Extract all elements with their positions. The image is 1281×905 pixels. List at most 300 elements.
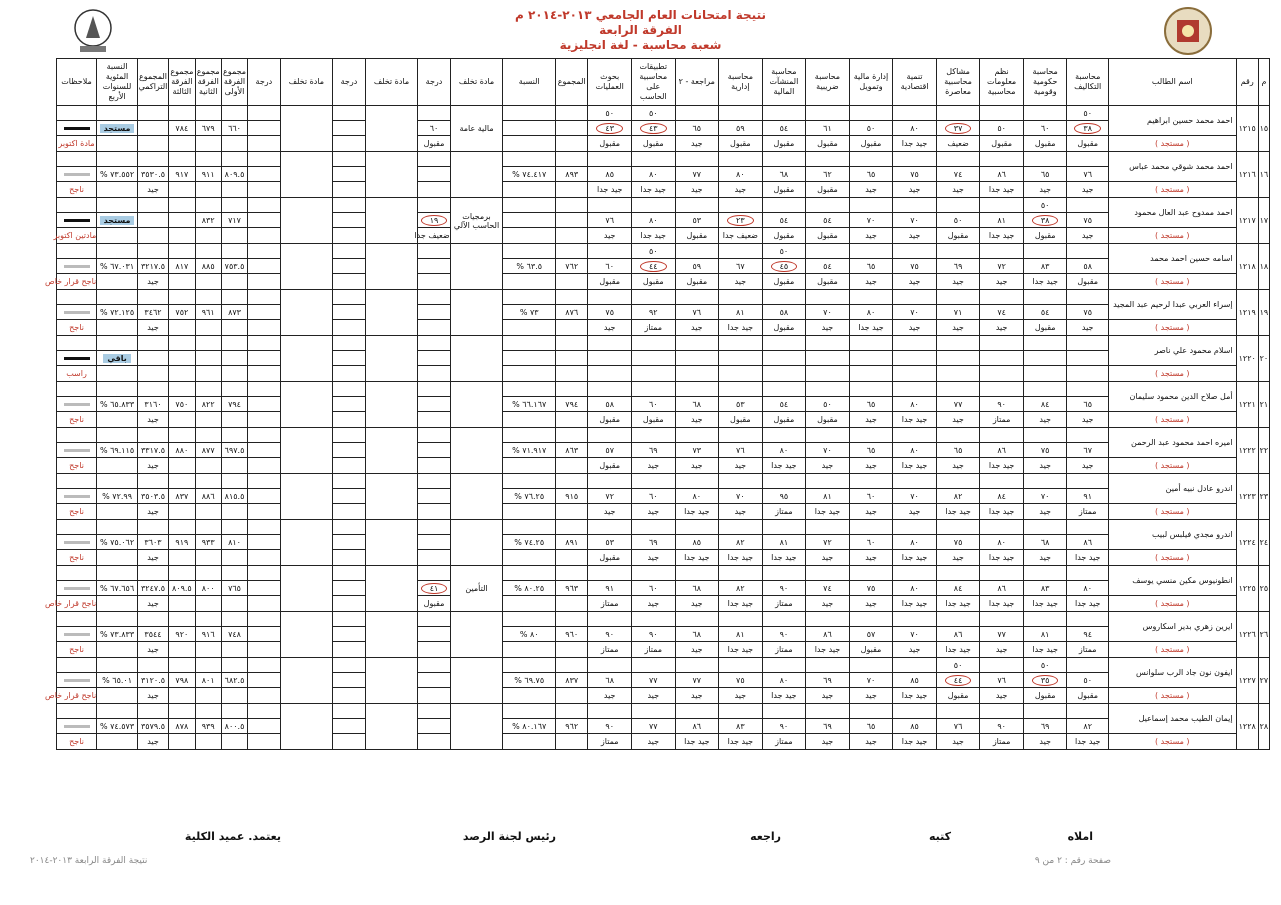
failed-subject	[450, 612, 503, 658]
blank-cell	[503, 566, 556, 581]
seat-number: ١٢٢٧	[1236, 658, 1258, 704]
blank-cell	[333, 535, 365, 550]
student-name: أمل صلاح الدين محمود سليمان	[1108, 382, 1236, 412]
subject-grade: جيد جدا	[806, 642, 850, 658]
failed-subject	[450, 658, 503, 704]
blank-cell	[503, 612, 556, 627]
upper-mark	[1023, 428, 1067, 443]
student-row	[13, 428, 1270, 443]
blank-cell	[418, 152, 450, 167]
level-title: الفرقة الرابعة	[599, 23, 682, 37]
blank-cell	[97, 612, 138, 627]
student-status: ( مستجد )	[1108, 596, 1236, 612]
column-header: مجموع الفرقة الثانية	[195, 59, 221, 106]
student-row	[13, 412, 1270, 428]
blank-cell	[195, 596, 221, 612]
blank-cell	[195, 152, 221, 167]
blank-cell	[221, 182, 247, 198]
failed-mark	[418, 627, 450, 642]
upper-mark	[936, 152, 980, 167]
student-name: اميره احمد محمود عبد الرحمن	[1108, 428, 1236, 458]
blank-cell	[556, 152, 588, 167]
student-row	[13, 320, 1270, 336]
upper-mark	[980, 566, 1024, 581]
blank-cell	[248, 734, 280, 750]
subject-mark: ٧٠	[806, 443, 850, 458]
blank-cell	[418, 612, 450, 627]
blank-cell	[137, 520, 168, 535]
blank-cell	[248, 259, 280, 274]
blank-cell	[248, 320, 280, 336]
cumulative-total: ٣٥٠٣.٥	[137, 489, 168, 504]
failed-grade	[418, 504, 450, 520]
blank-cell	[97, 704, 138, 719]
subject-mark: ٥٠	[1067, 673, 1109, 688]
subject-grade: مقبول	[588, 136, 632, 152]
remark-marker	[56, 351, 97, 366]
blank-cell	[169, 182, 195, 198]
upper-mark	[980, 428, 1024, 443]
subject-grade: جيد	[1023, 734, 1067, 750]
subject-grade: جيد	[806, 734, 850, 750]
blank-cell	[333, 489, 365, 504]
blank-cell	[195, 136, 221, 152]
blank-cell	[97, 228, 138, 244]
upper-mark	[762, 428, 806, 443]
column-header: محاسبة التكاليف	[1067, 59, 1109, 106]
failed-mark	[418, 167, 450, 182]
upper-mark	[631, 428, 675, 443]
year-total: ٨٠٠	[195, 581, 221, 596]
blank-cell	[556, 336, 588, 351]
row-index: ٢٣	[1258, 474, 1269, 520]
blank-cell	[333, 612, 365, 627]
blank-cell	[195, 244, 221, 259]
cumulative-grade: جيد	[137, 734, 168, 750]
failed-mark	[418, 397, 450, 412]
subject-mark: ٨١	[719, 305, 763, 320]
year-total: ٨١٧	[169, 259, 195, 274]
upper-mark	[1023, 152, 1067, 167]
upper-mark	[675, 704, 719, 719]
blank-cell	[56, 428, 97, 443]
subject-grade: جيد	[980, 274, 1024, 290]
blank-cell	[248, 504, 280, 520]
subject-mark: ٦٠	[849, 489, 893, 504]
subject-grade: جيد جدا	[980, 182, 1024, 198]
blank-cell	[503, 596, 556, 612]
blank-cell	[221, 520, 247, 535]
failed-mark	[418, 719, 450, 734]
cumulative-total: ٣١٦٠	[137, 397, 168, 412]
blank-cell	[333, 320, 365, 336]
subject-grade: مقبول	[762, 182, 806, 198]
seat-number: ١٢٢٣	[1236, 474, 1258, 520]
blank-cell	[333, 351, 365, 366]
student-status: ( مستجد )	[1108, 734, 1236, 750]
blank-cell	[503, 704, 556, 719]
subject-mark: ٧٠	[893, 213, 937, 228]
blank-cell	[195, 428, 221, 443]
upper-mark	[631, 474, 675, 489]
subject-grade	[719, 366, 763, 382]
subject-grade: مقبول	[588, 412, 632, 428]
blank-cell	[248, 305, 280, 320]
total-mark: ٩٦٣	[556, 581, 588, 596]
blank-cell	[97, 474, 138, 489]
subject-grade: جيد	[893, 504, 937, 520]
subject-mark: ٧٦	[675, 305, 719, 320]
blank-cell	[169, 566, 195, 581]
subject-mark: ٨٦	[980, 581, 1024, 596]
blank-cell	[333, 213, 365, 228]
upper-mark	[631, 290, 675, 305]
subject-mark: ٨٢	[719, 581, 763, 596]
subject-mark: ٨٤	[936, 581, 980, 596]
upper-mark	[631, 198, 675, 213]
failed-mark	[418, 305, 450, 320]
student-row	[13, 719, 1270, 734]
reviewed-by: راجعه	[750, 830, 781, 843]
failed-subject: مالية عامة	[450, 106, 503, 152]
subject-grade: جيد جدا	[936, 504, 980, 520]
student-status: ( مستجد )	[1108, 504, 1236, 520]
subject-mark	[806, 351, 850, 366]
upper-mark	[1023, 566, 1067, 581]
blank-cell	[137, 428, 168, 443]
upper-mark	[1067, 336, 1109, 351]
subject-grade: مقبول	[762, 412, 806, 428]
seat-number: ١٢٢٨	[1236, 704, 1258, 750]
blank-cell	[221, 228, 247, 244]
signatures	[0, 830, 1281, 850]
subject-grade: جيد	[588, 504, 632, 520]
failed-subject	[280, 106, 333, 152]
blank-cell	[248, 520, 280, 535]
cumulative-percentage: ٦٥.٨٣٣ %	[97, 397, 138, 412]
subject-mark	[631, 259, 675, 274]
subject-mark	[936, 121, 980, 136]
subject-mark: ٥٤	[762, 121, 806, 136]
subject-mark: ٥٤	[806, 259, 850, 274]
upper-mark	[762, 290, 806, 305]
student-row	[13, 734, 1270, 750]
subject-mark	[849, 351, 893, 366]
upper-mark	[936, 428, 980, 443]
cumulative-percentage: ٦٩.١١٥ %	[97, 443, 138, 458]
failed-subject	[280, 428, 333, 474]
subject-mark: ٦٨	[1023, 535, 1067, 550]
blank-cell	[56, 152, 97, 167]
percentage: ٦٦.١٦٧ %	[503, 397, 556, 412]
total-mark	[556, 351, 588, 366]
subject-mark: ٦٠	[588, 259, 632, 274]
blank-cell	[97, 688, 138, 704]
blank-cell	[333, 550, 365, 566]
upper-mark	[806, 658, 850, 673]
student-status: ( مستجد )	[1108, 182, 1236, 198]
blank-cell	[248, 274, 280, 290]
failed-subject	[365, 704, 418, 750]
subject-grade: جيد	[806, 688, 850, 704]
student-row	[13, 198, 1270, 213]
row-index: ١٩	[1258, 290, 1269, 336]
column-header: تنمية اقتصادية	[893, 59, 937, 106]
blank-cell	[333, 274, 365, 290]
remark-marker	[56, 443, 97, 458]
student-row	[13, 382, 1270, 397]
subject-grade: مقبول	[675, 228, 719, 244]
subject-mark: ٧٥	[893, 167, 937, 182]
blank-cell	[418, 336, 450, 351]
upper-mark	[675, 336, 719, 351]
upper-mark	[806, 198, 850, 213]
subject-mark: ٥٣	[675, 213, 719, 228]
upper-mark	[893, 382, 937, 397]
upper-mark	[762, 612, 806, 627]
subject-mark: ٨٣	[1023, 581, 1067, 596]
blank-cell	[195, 198, 221, 213]
failed-grade	[418, 320, 450, 336]
year-total: ٨٨٦	[195, 489, 221, 504]
upper-mark	[588, 520, 632, 535]
upper-mark	[588, 658, 632, 673]
subject-grade: جيد	[1023, 182, 1067, 198]
student-name: ايفون نون جاد الرب سلوانس	[1108, 658, 1236, 688]
failed-subject: برمجيات الحاسب الآلي	[450, 198, 503, 244]
subject-grade: مقبول	[719, 412, 763, 428]
blank-cell	[418, 382, 450, 397]
failed-grade	[418, 274, 450, 290]
subject-grade: جيد	[1023, 504, 1067, 520]
subject-mark: ٧٧	[631, 719, 675, 734]
blank-cell	[503, 428, 556, 443]
failed-subject	[450, 520, 503, 566]
row-index: ٢٦	[1258, 612, 1269, 658]
subject-mark: ٦٥	[675, 121, 719, 136]
upper-mark	[588, 290, 632, 305]
upper-mark	[631, 336, 675, 351]
blank-cell	[248, 612, 280, 627]
subject-mark: ٩١	[1067, 489, 1109, 504]
year-total: ٦٨٢.٥	[221, 673, 247, 688]
subject-grade: ممتاز	[1067, 504, 1109, 520]
column-header: مادة تخلف	[365, 59, 418, 106]
total-mark	[556, 213, 588, 228]
blank-cell	[97, 366, 138, 382]
blank-cell	[503, 382, 556, 397]
subject-grade: جيد	[936, 458, 980, 474]
upper-mark: ٥٠	[1023, 658, 1067, 673]
blank-cell	[248, 228, 280, 244]
blank-cell	[169, 290, 195, 305]
subject-mark	[1023, 213, 1067, 228]
column-header: نظم معلومات محاسبية	[980, 59, 1024, 106]
cumulative-percentage: ٧٢.١٢٥ %	[97, 305, 138, 320]
cumulative-total: ٣٥٧٩.٥	[137, 719, 168, 734]
subject-grade: ممتاز	[762, 734, 806, 750]
blank-cell	[248, 397, 280, 412]
branch-title: شعبة محاسبة - لغة انجليزية	[559, 38, 722, 52]
blank-cell	[195, 612, 221, 627]
blank-cell	[556, 290, 588, 305]
upper-mark	[1023, 244, 1067, 259]
blank-cell	[221, 504, 247, 520]
year-total: ٩٦١	[195, 305, 221, 320]
subject-grade: جيد	[936, 550, 980, 566]
subject-grade: مقبول	[806, 228, 850, 244]
failed-mark: ٦٠	[418, 121, 450, 136]
student-row	[13, 336, 1270, 351]
subject-mark: ٥٤	[1023, 305, 1067, 320]
upper-mark	[762, 566, 806, 581]
subject-grade: ممتاز	[631, 642, 675, 658]
blank-cell	[97, 336, 138, 351]
upper-mark	[588, 612, 632, 627]
blank-cell	[97, 550, 138, 566]
student-name: ايرين زهري بدير اسكاروس	[1108, 612, 1236, 642]
cumulative-grade: جيد	[137, 412, 168, 428]
blank-cell	[248, 167, 280, 182]
page-number: صفحة رقم : ٢ من ٩	[1034, 856, 1111, 866]
student-row	[13, 152, 1270, 167]
subject-mark: ٨١	[806, 489, 850, 504]
subject-grade: جيد جدا	[1023, 274, 1067, 290]
failed-grade	[418, 182, 450, 198]
subject-mark: ٦٠	[631, 581, 675, 596]
upper-mark	[675, 612, 719, 627]
failed-mark	[418, 535, 450, 550]
year-total: ٨١٠	[221, 535, 247, 550]
upper-mark	[719, 382, 763, 397]
upper-mark	[588, 198, 632, 213]
year-total: ٦٧٩	[195, 121, 221, 136]
remark: ناجح	[56, 320, 97, 336]
upper-mark	[849, 382, 893, 397]
column-header: بحوث العمليات	[588, 59, 632, 106]
subject-mark: ٧٠	[849, 213, 893, 228]
subject-grade: جيد جدا	[762, 550, 806, 566]
blank-cell	[333, 688, 365, 704]
percentage: ٨٠ %	[503, 627, 556, 642]
student-row	[13, 581, 1270, 596]
blank-cell	[556, 428, 588, 443]
student-row	[13, 167, 1270, 182]
subject-mark: ٦٠	[1023, 121, 1067, 136]
student-status: ( مستجد )	[1108, 458, 1236, 474]
upper-mark	[849, 704, 893, 719]
subject-grade: مقبول	[588, 458, 632, 474]
blank-cell	[137, 336, 168, 351]
cumulative-total: ٣٥٣٠.٥	[137, 167, 168, 182]
blank-cell	[248, 121, 280, 136]
upper-mark	[893, 428, 937, 443]
upper-mark	[719, 290, 763, 305]
subject-grade: جيد جدا	[588, 182, 632, 198]
subject-mark: ٧٠	[849, 673, 893, 688]
subject-mark: ٨٦	[980, 167, 1024, 182]
column-header: مراجعة - ٢	[675, 59, 719, 106]
marker-bar	[64, 725, 90, 728]
subject-grade: جيد	[849, 596, 893, 612]
blank-cell	[503, 228, 556, 244]
percentage: ٧٣ %	[503, 305, 556, 320]
upper-mark	[893, 152, 937, 167]
blank-cell	[333, 428, 365, 443]
failed-subject	[280, 612, 333, 658]
blank-cell	[56, 704, 97, 719]
subject-mark: ٨٠	[762, 673, 806, 688]
blank-cell	[248, 719, 280, 734]
column-header: محاسبة إدارية	[719, 59, 763, 106]
blank-cell	[556, 320, 588, 336]
failed-mark	[418, 581, 450, 596]
year-total: ٨٠١	[195, 673, 221, 688]
subject-grade: مقبول	[588, 550, 632, 566]
blank-cell	[137, 244, 168, 259]
blank-cell	[248, 136, 280, 152]
subject-mark: ٧٤	[936, 167, 980, 182]
cumulative-percentage: ٧٤.٥٧٣ %	[97, 719, 138, 734]
remark: ناجح	[56, 182, 97, 198]
student-row	[13, 213, 1270, 228]
subject-mark: ٩٤	[1067, 627, 1109, 642]
total-mark: ٧٦٢	[556, 259, 588, 274]
blank-cell	[556, 688, 588, 704]
subject-mark: ٨٢	[719, 535, 763, 550]
subject-grade: جيد	[588, 688, 632, 704]
total-mark: ٧٩٤	[556, 397, 588, 412]
blank-cell	[137, 152, 168, 167]
subject-mark: ٦٩	[631, 443, 675, 458]
blank-cell	[418, 474, 450, 489]
subject-mark: ٦٩	[631, 535, 675, 550]
student-row	[13, 443, 1270, 458]
blank-cell	[503, 474, 556, 489]
failed-subject	[280, 658, 333, 704]
blank-cell	[97, 290, 138, 305]
subject-grade: جيد	[675, 412, 719, 428]
blank-cell	[248, 474, 280, 489]
circled-mark: ٤١	[421, 583, 448, 594]
subject-grade: مقبول	[719, 136, 763, 152]
blank-cell	[248, 642, 280, 658]
column-header: ملاحظات	[56, 59, 97, 106]
blank-cell	[221, 366, 247, 382]
blank-cell	[169, 228, 195, 244]
blank-cell	[503, 366, 556, 382]
blank-cell	[556, 244, 588, 259]
blank-cell	[169, 520, 195, 535]
blank-cell	[221, 274, 247, 290]
circled-mark: ٤٤	[945, 675, 972, 686]
upper-mark	[1023, 474, 1067, 489]
blank-cell	[333, 566, 365, 581]
subject-mark: ٧٥	[893, 259, 937, 274]
upper-mark	[893, 106, 937, 121]
cumulative-percentage	[97, 351, 138, 366]
blank-cell	[221, 198, 247, 213]
remark-marker	[56, 535, 97, 550]
subject-grade: ممتاز	[980, 412, 1024, 428]
blank-cell	[333, 734, 365, 750]
upper-mark	[1067, 474, 1109, 489]
upper-mark	[631, 566, 675, 581]
column-header: درجة	[333, 59, 365, 106]
blank-cell	[97, 320, 138, 336]
student-row	[13, 489, 1270, 504]
subject-mark: ٨٤	[1023, 397, 1067, 412]
